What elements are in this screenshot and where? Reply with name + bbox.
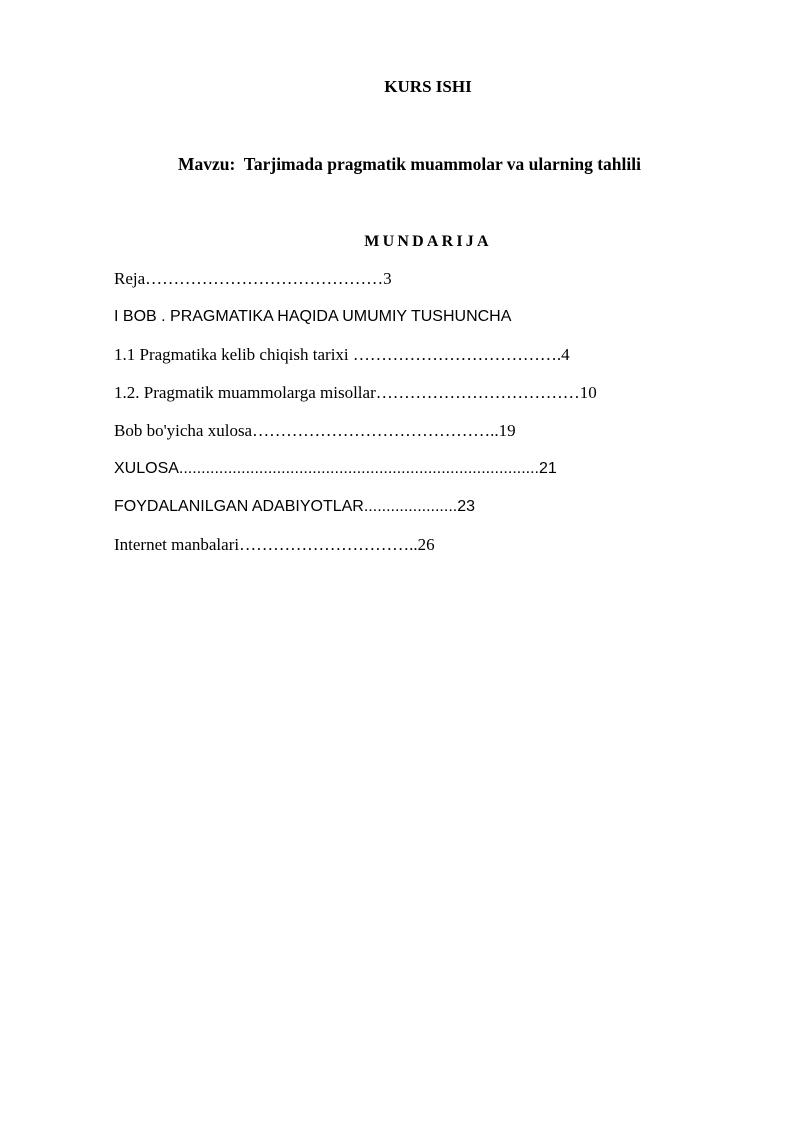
toc-entry: Internet manbalari…………………………..26 (114, 535, 435, 554)
toc-entry: Reja……………………………………3 (114, 269, 392, 288)
contents-heading: MUNDARIJA (364, 233, 492, 250)
toc-entry: Bob bo'yicha xulosa……………………………………..19 (114, 421, 516, 440)
toc-entry: XULOSA.................................................................................21 (114, 460, 557, 477)
toc-entry: I BOB . PRAGMATIKA HAQIDA UMUMIY TUSHUNCHA (114, 308, 512, 325)
table-of-contents (114, 268, 597, 572)
toc-entry: FOYDALANILGAN ADABIYOTLAR.....................23 (114, 498, 475, 515)
document-title: KURS ISHI (384, 77, 472, 96)
toc-entry: 1.2. Pragmatik muammolarga misollar………………………………10 (114, 383, 597, 402)
document-subject: Mavzu: Tarjimada pragmatik muammolar va ularning tahlili (178, 154, 641, 174)
toc-entry: 1.1 Pragmatika kelib chiqish tarixi ……………………………….4 (114, 345, 570, 364)
